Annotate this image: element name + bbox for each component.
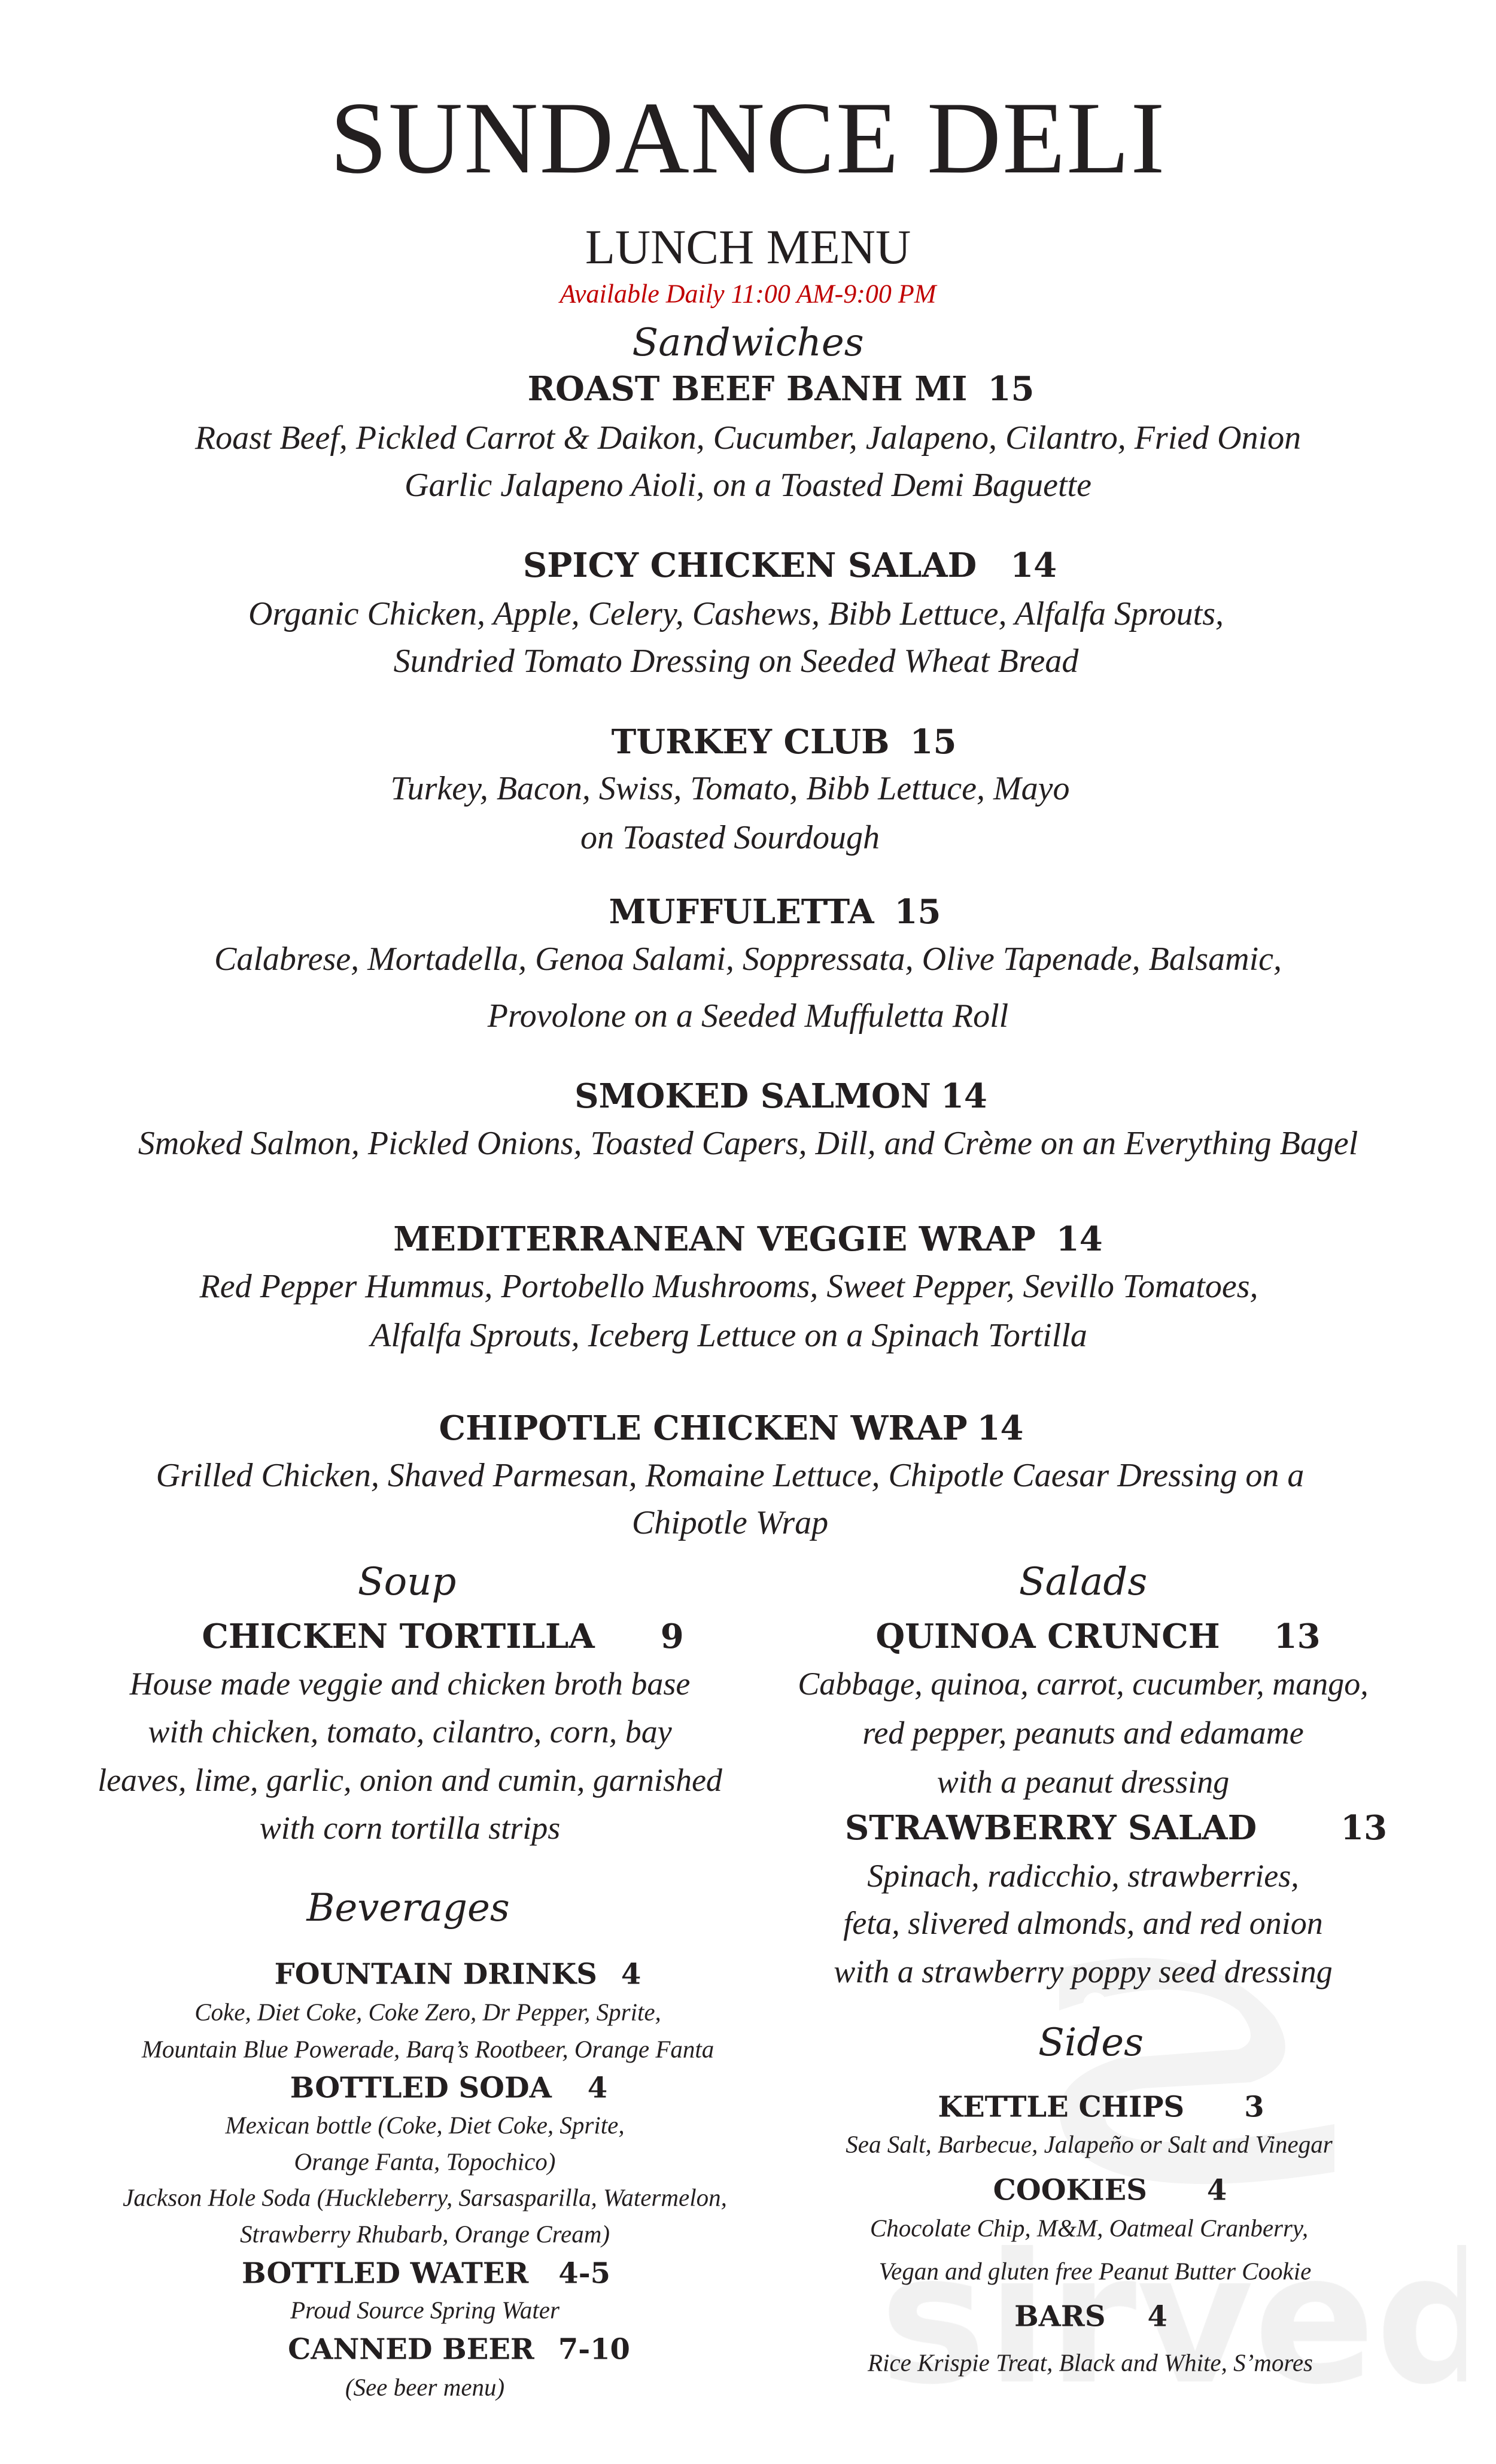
- menu-item-price: 14: [1010, 545, 1057, 585]
- menu-item-name: BOTTLED WATER 4-5: [241, 2256, 611, 2290]
- menu-item-desc: Vegan and gluten free Peanut Butter Cookie: [878, 2257, 1312, 2285]
- menu-item-desc: with a peanut dressing: [936, 1763, 1230, 1800]
- menu-item-desc: Sundried Tomato Dressing on Seeded Wheat Bread: [393, 642, 1079, 680]
- menu-item-name: BOTTLED SODA 4: [290, 2071, 608, 2105]
- menu-item-desc: Cabbage, quinoa, carrot, cucumber, mango,: [798, 1665, 1369, 1702]
- menu-item-price: 3: [1244, 2090, 1264, 2124]
- menu-item-price: 15: [910, 722, 957, 762]
- menu-item-price: 15: [894, 892, 941, 932]
- menu-item-desc: on Toasted Sourdough: [580, 819, 880, 856]
- section-heading-salads: Salads: [1018, 1560, 1148, 1605]
- menu-item-price: 13: [1273, 1616, 1321, 1656]
- menu-item-desc: red pepper, peanuts and edamame: [862, 1714, 1304, 1751]
- menu-item-name: QUINOA CRUNCH 13: [875, 1616, 1321, 1656]
- menu-item-price: 13: [1340, 1808, 1388, 1848]
- menu-item-desc: Smoked Salmon, Pickled Onions, Toasted Capers, Dill, and Crème on an Everything Bagel: [138, 1124, 1358, 1162]
- section-heading-soup: Soup: [357, 1560, 457, 1605]
- menu-item-desc: Sea Salt, Barbecue, Jalapeño or Salt and Vinegar: [846, 2130, 1333, 2158]
- menu-item-name: SMOKED SALMON 14: [574, 1076, 987, 1116]
- menu-item-desc: Provolone on a Seeded Muffuletta Roll: [487, 997, 1009, 1035]
- menu-item-price: 4: [587, 2071, 608, 2105]
- menu-item-desc: Jackson Hole Soda (Huckleberry, Sarsasparilla, Watermelon,: [123, 2183, 727, 2211]
- menu-item-price: 4: [621, 1957, 641, 1991]
- menu-item-price: 14: [1056, 1219, 1103, 1259]
- menu-item-desc: Strawberry Rhubarb, Orange Cream): [239, 2220, 610, 2248]
- availability-hours: Available Daily 11:00 AM-9:00 PM: [560, 279, 936, 309]
- menu-item-name: STRAWBERRY SALAD 13: [844, 1808, 1388, 1848]
- menu-item-desc: feta, slivered almonds, and red onion: [843, 1905, 1323, 1941]
- menu-item-name: KETTLE CHIPS 3: [938, 2090, 1264, 2124]
- menu-item-price: 9: [660, 1616, 684, 1656]
- menu-item-desc: Garlic Jalapeno Aioli, on a Toasted Demi Baguette: [405, 466, 1091, 504]
- menu-item-price: 7-10: [558, 2332, 630, 2366]
- menu-item-name: COOKIES 4: [993, 2173, 1227, 2207]
- menu-item-desc: Roast Beef, Pickled Carrot & Daikon, Cucumber, Jalapeno, Cilantro, Fried Onion: [194, 419, 1302, 457]
- restaurant-title: SUNDANCE DELI: [330, 81, 1166, 196]
- menu-item-name: FOUNTAIN DRINKS 4: [274, 1957, 641, 1991]
- menu-item-desc: Organic Chicken, Apple, Celery, Cashews, Bibb Lettuce, Alfalfa Sprouts,: [248, 595, 1224, 632]
- menu-item-desc: Calabrese, Mortadella, Genoa Salami, Soppressata, Olive Tapenade, Balsamic,: [214, 940, 1282, 978]
- menu-item-name: CHIPOTLE CHICKEN WRAP 14: [439, 1408, 1024, 1448]
- menu-item-name: SPICY CHICKEN SALAD 14: [522, 545, 1057, 585]
- menu-item-price: 14: [940, 1076, 987, 1116]
- menu-item-name: BARS 4: [1014, 2299, 1167, 2334]
- section-heading-beverages: Beverages: [306, 1886, 510, 1931]
- menu-item-price: 15: [987, 369, 1035, 409]
- menu-item-desc: Chocolate Chip, M&M, Oatmeal Cranberry,: [869, 2214, 1309, 2242]
- menu-item-desc: Spinach, radicchio, strawberries,: [867, 1857, 1299, 1894]
- menu-item-price: 14: [977, 1408, 1024, 1448]
- menu-item-name: MEDITERRANEAN VEGGIE WRAP 14: [393, 1219, 1103, 1259]
- menu-item-desc: with chicken, tomato, cilantro, corn, bay: [148, 1713, 672, 1750]
- menu-subtitle: LUNCH MENU: [585, 219, 911, 274]
- menu-item-name: TURKEY CLUB 15: [611, 722, 957, 762]
- menu-item-desc: (See beer menu): [345, 2373, 505, 2401]
- section-heading-sides: Sides: [1038, 2021, 1144, 2065]
- menu-item-desc: Red Pepper Hummus, Portobello Mushrooms, Sweet Pepper, Sevillo Tomatoes,: [199, 1267, 1258, 1305]
- menu-item-desc: Alfalfa Sprouts, Iceberg Lettuce on a Spinach Tortilla: [370, 1316, 1087, 1354]
- menu-item-desc: leaves, lime, garlic, onion and cumin, garnished: [98, 1762, 722, 1798]
- menu-item-desc: Chipotle Wrap: [631, 1504, 829, 1541]
- menu-item-name: CANNED BEER 7-10: [288, 2332, 630, 2366]
- menu-item-desc: Mountain Blue Powerade, Barq’s Rootbeer, Orange Fanta: [141, 2035, 714, 2063]
- menu-item-desc: Proud Source Spring Water: [290, 2296, 560, 2324]
- menu-item-desc: Mexican bottle (Coke, Diet Coke, Sprite,: [225, 2111, 625, 2139]
- menu-item-desc: Turkey, Bacon, Swiss, Tomato, Bibb Lettuce, Mayo: [390, 769, 1070, 807]
- menu-item-name: CHICKEN TORTILLA 9: [202, 1616, 684, 1656]
- menu-item-desc: House made veggie and chicken broth base: [129, 1665, 691, 1702]
- menu-item-name: ROAST BEEF BANH MI 15: [527, 369, 1035, 409]
- section-heading-sandwiches: Sandwiches: [632, 321, 864, 366]
- menu-item-desc: Grilled Chicken, Shaved Parmesan, Romaine Lettuce, Chipotle Caesar Dressing on a: [156, 1456, 1305, 1494]
- menu-item-desc: Orange Fanta, Topochico): [294, 2147, 556, 2176]
- menu-item-price: 4-5: [558, 2256, 611, 2290]
- menu-item-desc: with a strawberry poppy seed dressing: [834, 1953, 1333, 1990]
- menu-item-price: 4: [1206, 2173, 1227, 2207]
- menu-item-desc: with corn tortilla strips: [259, 1809, 561, 1846]
- menu-item-desc: Rice Krispie Treat, Black and White, S’mores: [868, 2349, 1313, 2377]
- menu-item-name: MUFFULETTA 15: [609, 892, 941, 932]
- menu-item-price: 4: [1147, 2299, 1167, 2334]
- menu-item-desc: Coke, Diet Coke, Coke Zero, Dr Pepper, Sprite,: [194, 1998, 661, 2026]
